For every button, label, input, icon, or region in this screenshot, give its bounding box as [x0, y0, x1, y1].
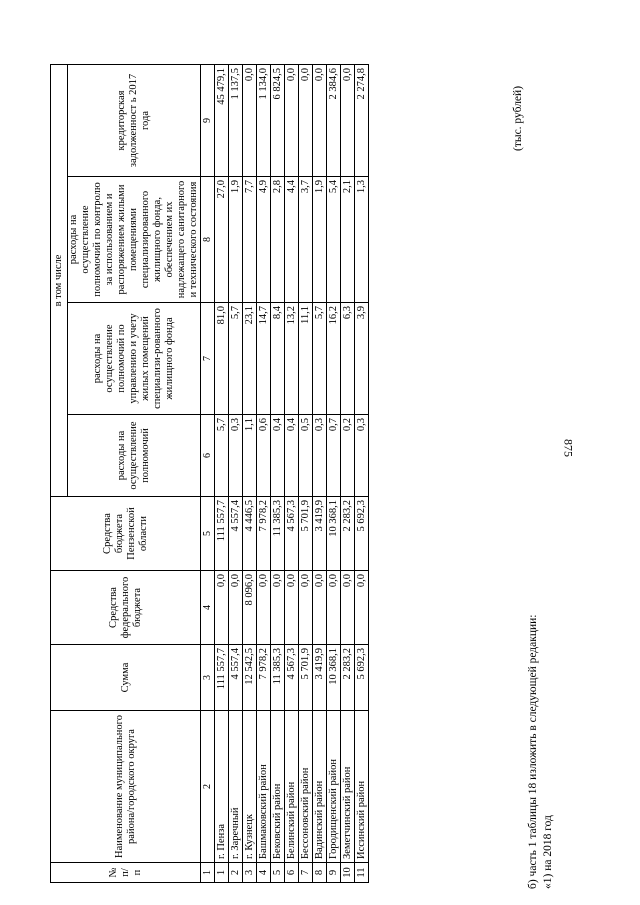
row-number: 2 [229, 863, 243, 883]
col-number: 6 [201, 415, 215, 497]
federal-value: 0,0 [355, 571, 369, 645]
powers-value: 0,3 [355, 415, 369, 497]
header-name: Наименование муниципального района/городского округа [51, 711, 201, 863]
management-value: 8,4 [271, 303, 285, 415]
row-number: 4 [257, 863, 271, 883]
federal-value: 0,0 [229, 571, 243, 645]
powers-value: 0,5 [299, 415, 313, 497]
table-row [243, 64, 257, 882]
debt-value: 0,0 [285, 64, 299, 176]
debt-value: 1 134,0 [257, 64, 271, 176]
row-number: 11 [355, 863, 369, 883]
intro-text [526, 369, 556, 889]
sum-value: 5 701,9 [299, 645, 313, 711]
table-row [313, 64, 327, 882]
district-name: Земетчинский район [341, 711, 355, 863]
regional-value: 4 446,5 [243, 497, 257, 571]
debt-value: 2 384,6 [327, 64, 341, 176]
row-number: 1 [215, 863, 229, 883]
management-value: 3,9 [355, 303, 369, 415]
row-number: 10 [341, 863, 355, 883]
regional-value: 2 283,2 [341, 497, 355, 571]
sum-value: 11 385,3 [271, 645, 285, 711]
management-value: 81,0 [215, 303, 229, 415]
header-num: № п/п [51, 863, 201, 883]
table-row [285, 64, 299, 882]
regional-value: 10 368,1 [327, 497, 341, 571]
federal-value: 0,0 [327, 571, 341, 645]
regional-value: 5 692,3 [355, 497, 369, 571]
district-name: Белинский район [285, 711, 299, 863]
row-number: 9 [327, 863, 341, 883]
row-number: 8 [313, 863, 327, 883]
sum-value: 12 542,5 [243, 645, 257, 711]
debt-value: 0,0 [313, 64, 327, 176]
district-name: Бековский район [271, 711, 285, 863]
powers-value: 0,3 [229, 415, 243, 497]
col-number: 2 [201, 711, 215, 863]
powers-value: 0,7 [327, 415, 341, 497]
powers-value: 0,3 [313, 415, 327, 497]
powers-value: 5,7 [215, 415, 229, 497]
powers-value: 0,6 [257, 415, 271, 497]
management-value: 14,7 [257, 303, 271, 415]
district-name: Башмаковский район [257, 711, 271, 863]
management-value: 23,1 [243, 303, 257, 415]
district-name: Иссинский район [355, 711, 369, 863]
table-row [229, 64, 243, 882]
intro-line-2: «1) на 2018 год [542, 815, 554, 889]
federal-value: 0,0 [341, 571, 355, 645]
federal-value: 0,0 [271, 571, 285, 645]
page-number: 875 [561, 439, 576, 457]
control-value: 3,7 [299, 177, 313, 303]
sum-value: 2 283,2 [341, 645, 355, 711]
col-number: 7 [201, 303, 215, 415]
debt-value: 0,0 [299, 64, 313, 176]
regional-value: 3 419,9 [313, 497, 327, 571]
federal-value: 8 096,0 [243, 571, 257, 645]
header-control: расходы на осуществление полномочий по контролю за использованием и распоряжением жилыми помещениями специализированного жилищного фонда, обеспечением их надлежащего санитарного и технического состояния [68, 177, 201, 303]
units-label: (тыс. рублей) [512, 85, 524, 151]
powers-value: 0,4 [285, 415, 299, 497]
regional-value: 11 385,3 [271, 497, 285, 571]
table-row [299, 64, 313, 882]
control-value: 4,4 [285, 177, 299, 303]
header-management: расходы на осуществление полномочий по управлению и учету жилых помещений специализи-рованного жилищного фонда [68, 303, 201, 415]
debt-value: 2 274,8 [355, 64, 369, 176]
district-name: Бессоновский район [299, 711, 313, 863]
row-number: 7 [299, 863, 313, 883]
row-number: 6 [285, 863, 299, 883]
table-row [341, 64, 355, 882]
control-value: 2,8 [271, 177, 285, 303]
table-row [355, 64, 369, 882]
regional-value: 4 557,4 [229, 497, 243, 571]
regional-value: 7 978,2 [257, 497, 271, 571]
control-value: 1,9 [229, 177, 243, 303]
header-including: в том числе [51, 64, 68, 496]
district-name: Вадинский район [313, 711, 327, 863]
management-value: 6,3 [341, 303, 355, 415]
table-row [215, 64, 229, 882]
federal-value: 0,0 [215, 571, 229, 645]
district-name: г. Заречный [229, 711, 243, 863]
sum-value: 4 567,3 [285, 645, 299, 711]
management-value: 16,2 [327, 303, 341, 415]
district-name: Городищенский район [327, 711, 341, 863]
debt-value: 1 137,5 [229, 64, 243, 176]
control-value: 27,0 [215, 177, 229, 303]
district-name: г. Пенза [215, 711, 229, 863]
sum-value: 10 368,1 [327, 645, 341, 711]
control-value: 7,7 [243, 177, 257, 303]
table-row [257, 64, 271, 882]
col-number: 4 [201, 571, 215, 645]
table-body [215, 64, 369, 882]
debt-value: 45 479,1 [215, 64, 229, 176]
col-number: 5 [201, 497, 215, 571]
federal-value: 0,0 [257, 571, 271, 645]
debt-value: 0,0 [341, 64, 355, 176]
intro-line-1: б) часть 1 таблицы 18 изложить в следующей редакции: [527, 614, 539, 889]
powers-value: 0,4 [271, 415, 285, 497]
powers-value: 1,1 [243, 415, 257, 497]
control-value: 5,4 [327, 177, 341, 303]
management-value: 11,1 [299, 303, 313, 415]
management-value: 5,7 [313, 303, 327, 415]
header-powers: расходы на осуществление полномочий [68, 415, 201, 497]
management-value: 5,7 [229, 303, 243, 415]
regional-value: 111 557,7 [215, 497, 229, 571]
control-value: 4,9 [257, 177, 271, 303]
debt-value: 6 824,5 [271, 64, 285, 176]
sum-value: 4 557,4 [229, 645, 243, 711]
sum-value: 3 419,9 [313, 645, 327, 711]
control-value: 2,1 [341, 177, 355, 303]
col-number: 9 [201, 64, 215, 176]
header-regional: Средства бюджета Пензенской области [51, 497, 201, 571]
header-sum: Сумма [51, 645, 201, 711]
management-value: 13,2 [285, 303, 299, 415]
row-number: 5 [271, 863, 285, 883]
col-number: 1 [201, 863, 215, 883]
sum-value: 7 978,2 [257, 645, 271, 711]
column-number-row [201, 64, 215, 882]
federal-value: 0,0 [299, 571, 313, 645]
row-number: 3 [243, 863, 257, 883]
col-number: 3 [201, 645, 215, 711]
powers-value: 0,2 [341, 415, 355, 497]
district-name: г. Кузнецк [243, 711, 257, 863]
federal-value: 0,0 [313, 571, 327, 645]
header-debt: кредиторская задолженност ь 2017 года [68, 64, 201, 176]
federal-value: 0,0 [285, 571, 299, 645]
control-value: 1,9 [313, 177, 327, 303]
col-number: 8 [201, 177, 215, 303]
sum-value: 5 692,3 [355, 645, 369, 711]
budget-table [50, 64, 369, 883]
rotated-sheet [16, 27, 616, 889]
debt-value: 0,0 [243, 64, 257, 176]
control-value: 1,3 [355, 177, 369, 303]
sum-value: 111 557,7 [215, 645, 229, 711]
regional-value: 4 567,3 [285, 497, 299, 571]
table-row [271, 64, 285, 882]
table-row [327, 64, 341, 882]
header-federal: Средства федерального бюджета [51, 571, 201, 645]
regional-value: 5 701,9 [299, 497, 313, 571]
